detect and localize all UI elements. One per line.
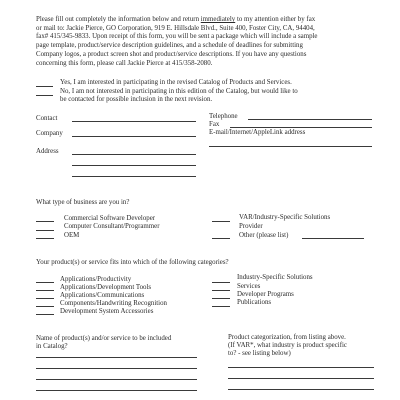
category-option-label: Applications/Communications — [60, 292, 145, 299]
category-checkbox-3[interactable] — [36, 298, 54, 299]
category-checkbox-2[interactable] — [36, 290, 54, 291]
category-option-label: Services — [237, 283, 261, 290]
email-field[interactable] — [209, 146, 372, 147]
product-category-field-1[interactable] — [228, 367, 374, 368]
intro-line-5: Company logos, a product screen shot and product/service descriptions. If you have any questions — [36, 50, 307, 58]
intro-line-4: page template, product/service description guidelines, and a schedule of deadlines for submitting — [36, 42, 303, 50]
intro-emphasis: immediately — [200, 16, 236, 23]
category-option-label: Development System Accessories — [60, 308, 154, 315]
yes-checkbox[interactable] — [36, 86, 53, 87]
business-other-field[interactable] — [302, 238, 364, 239]
business-option-label: OEM — [64, 232, 80, 239]
category-checkbox-8[interactable] — [212, 298, 230, 299]
yes-option-label: Yes, I am interested in participating in the revised Catalog of Products and Services. — [60, 79, 292, 86]
intro-line-1-start: Please fill out completely the information below and return — [36, 16, 201, 23]
product-name-field-2[interactable] — [36, 368, 197, 369]
category-option-label: Applications/Productivity — [60, 276, 132, 283]
address-field-1[interactable] — [72, 154, 196, 155]
product-category-question-cont: to? - see listing below) — [228, 350, 291, 357]
telephone-label: Telephone — [209, 113, 238, 120]
category-checkbox-9[interactable] — [212, 306, 230, 307]
intro-line-3: fax# 415/345-9833. Upon receipt of this form, you will be sent a package which will include a sample — [36, 33, 318, 41]
intro-line-6: concerning this form, please call Jackie Pierce at 415/358-2080. — [36, 59, 213, 67]
category-checkbox-5[interactable] — [36, 314, 54, 315]
product-category-question: Product categorization, from listing above. — [228, 334, 346, 341]
business-checkbox-5[interactable] — [212, 238, 230, 239]
product-category-field-3[interactable] — [228, 389, 374, 390]
business-option-label: Computer Consultant/Programmer — [64, 223, 160, 230]
product-name-field-3[interactable] — [36, 379, 197, 380]
category-checkbox-6[interactable] — [212, 282, 230, 283]
business-checkbox-2[interactable] — [36, 230, 54, 231]
address-field-2[interactable] — [72, 165, 196, 166]
no-option-label-cont: be contacted for possible inclusion in the next revision. — [60, 96, 213, 103]
address-field-3[interactable] — [72, 176, 196, 177]
business-option-label: VAR/Industry-Specific Solutions — [239, 214, 331, 221]
categories-question: Your product(s) or service fits into which of the following categories? — [36, 259, 229, 266]
product-category-field-2[interactable] — [228, 378, 374, 379]
address-label: Address — [36, 148, 59, 155]
category-option-label: Publications — [237, 299, 272, 306]
email-label: E-mail/Internet/AppleLink address — [209, 129, 306, 136]
business-option-label: Commercial Software Developer — [64, 215, 156, 222]
product-name-field-4[interactable] — [36, 390, 197, 391]
category-checkbox-1[interactable] — [36, 282, 54, 283]
business-checkbox-3[interactable] — [36, 238, 54, 239]
product-category-question-cont: (If VAR*, what industry is product specific — [228, 342, 347, 349]
fax-label: Fax — [209, 121, 220, 128]
category-option-label: Applications/Development Tools — [60, 284, 152, 291]
business-checkbox-1[interactable] — [36, 221, 54, 222]
category-checkbox-4[interactable] — [36, 306, 54, 307]
product-name-question-cont: in Catalog? — [36, 343, 68, 350]
product-name-question: Name of product(s) and/or service to be included — [36, 335, 172, 342]
business-option-label-cont: Provider — [239, 223, 263, 230]
intro-line-2: or mail to: Jackie Pierce, GO Corporation, 919 E. Hillsdale Blvd., Suite 400, Foster City, CA, 94404, — [36, 24, 315, 32]
contact-label: Contact — [36, 115, 58, 122]
business-question: What type of business are you in? — [36, 199, 130, 206]
business-option-label: Other (please list) — [239, 232, 289, 239]
intro-line-1-end: to my attention either by fax — [235, 16, 316, 23]
company-label: Company — [36, 130, 63, 137]
category-checkbox-7[interactable] — [212, 290, 230, 291]
no-option-label: No, I am not interested in participating in this edition of the Catalog, but would like to — [60, 88, 298, 95]
product-name-field-1[interactable] — [36, 357, 197, 358]
category-option-label: Components/Handwriting Recognition — [60, 300, 167, 307]
contact-field[interactable] — [72, 121, 196, 122]
intro-paragraph — [36, 16, 386, 68]
no-checkbox[interactable] — [36, 95, 53, 96]
intro-line-1 — [36, 16, 386, 25]
business-checkbox-4[interactable] — [212, 221, 230, 222]
category-option-label: Developer Programs — [237, 291, 294, 298]
telephone-field[interactable] — [248, 119, 372, 120]
category-option-label: Industry-Specific Solutions — [237, 274, 313, 281]
company-field[interactable] — [72, 136, 196, 137]
